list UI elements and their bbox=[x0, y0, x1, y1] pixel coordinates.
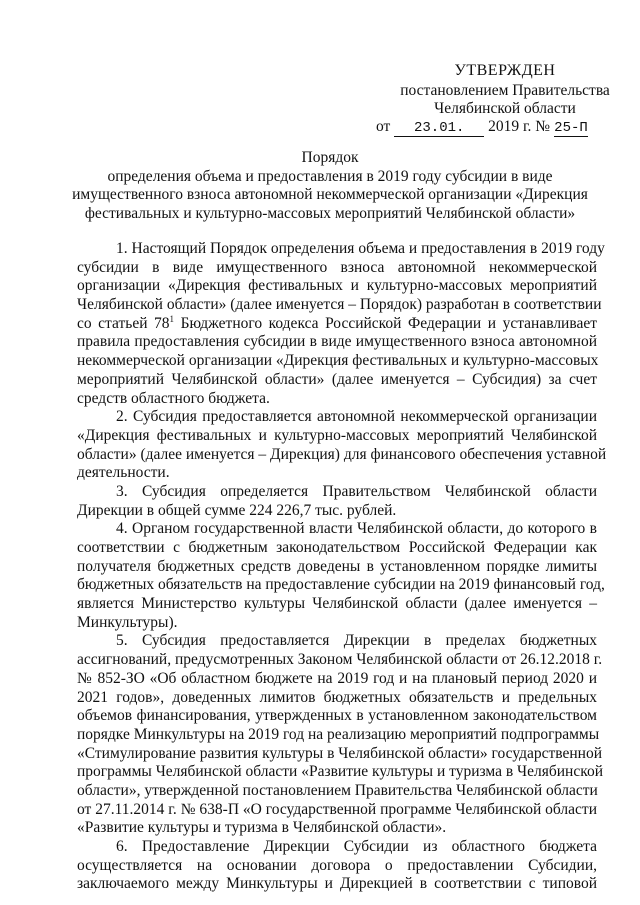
approval-number: 25-П bbox=[554, 120, 588, 136]
text-line: средств областного бюджета. bbox=[77, 389, 270, 407]
paragraph-3 bbox=[77, 483, 597, 520]
text-line: Дирекции в общей сумме 224 226,7 тыс. рублей. bbox=[77, 501, 397, 519]
article-rest: Бюджетного кодекса Российской Федерации и устанавливает bbox=[174, 314, 598, 332]
text-line: деятельности. bbox=[77, 464, 170, 482]
text-line: «Стимулирование развития культуры в Челябинской области» государственной bbox=[77, 744, 603, 762]
text-line: организации «Дирекция фестивальных и культурно-массовых мероприятий bbox=[77, 277, 597, 295]
year-number-label: 2019 г. № bbox=[488, 118, 551, 135]
paragraph-2 bbox=[77, 408, 607, 483]
text-line: порядке Минкультуры на 2019 год на реализацию мероприятий подпрограммы bbox=[77, 725, 600, 743]
article-ref: со статьей 78 bbox=[77, 314, 170, 332]
text-line: бюджетных обязательств на предоставление субсидии на 2019 финансовый год, bbox=[77, 576, 605, 594]
date-prefix: от bbox=[376, 118, 391, 135]
text-line bbox=[77, 315, 597, 334]
approved-label: УТВЕРЖДЕН bbox=[454, 62, 556, 79]
approval-date: 23.01. bbox=[394, 121, 484, 137]
text-line: от 27.11.2014 г. № 638-П «О государственной программе Челябинской области bbox=[77, 800, 597, 818]
paragraph-4 bbox=[77, 520, 605, 632]
text-line: 1. Настоящий Порядок определения объема и предоставления в 2019 году bbox=[116, 240, 605, 257]
text-line: № 852-ЗО «Об областном бюджете на 2019 год и на плановый период 2020 и bbox=[77, 669, 597, 687]
text-line: субсидии в виде имущественного взноса автономной некоммерческой bbox=[77, 258, 597, 276]
text-line: Минкультуры). bbox=[77, 613, 178, 631]
text-line: 4. Органом государственной власти Челябинской области, до которого в bbox=[116, 520, 597, 538]
text-line: правила предоставления субсидии в виде имущественного взноса автономной bbox=[77, 333, 597, 351]
document-title bbox=[60, 149, 600, 223]
approved-by: постановлением Правительства bbox=[400, 82, 610, 99]
text-line: некоммерческой организации «Дирекция фестивальных и культурно-массовых bbox=[77, 352, 599, 370]
text-line: области», утвержденной постановлением Правительства Челябинской области bbox=[77, 781, 598, 799]
text-line: Челябинской области» (далее именуется – Порядок) разработан в соответствии bbox=[77, 296, 602, 314]
text-line: 3. Субсидия определяется Правительством Челябинской области bbox=[116, 482, 597, 500]
text-line: 5. Субсидия предоставляется Дирекции в пределах бюджетных bbox=[116, 632, 597, 650]
approved-region: Челябинской области bbox=[434, 100, 576, 117]
title-line: имущественного взноса автономной некоммерческой организации «Дирекция bbox=[72, 186, 588, 203]
approval-date-row bbox=[376, 118, 634, 137]
title-heading: Порядок bbox=[301, 149, 359, 166]
title-line: определения объема и предоставления в 2019 году субсидии в виде bbox=[107, 167, 553, 185]
text-line: 2021 годов», доведенных лимитов бюджетных обязательств и предельных bbox=[77, 688, 597, 706]
text-line: области» (далее именуется – Дирекция) для финансового обеспечения уставной bbox=[77, 445, 607, 463]
paragraph-6 bbox=[77, 838, 597, 894]
text-line: заключаемого между Минкультуры и Дирекцией в соответствии с типовой bbox=[77, 875, 597, 893]
text-line: ассигнований, предусмотренных Законом Челябинской области от 26.12.2018 г. bbox=[77, 651, 603, 669]
title-line: фестивальных и культурно-массовых мероприятий Челябинской области» bbox=[84, 204, 576, 222]
text-line: получателя бюджетных средств доведены в установленном порядке лимиты bbox=[77, 557, 597, 575]
text-line: программы Челябинской области «Развитие культуры и туризма в Челябинской bbox=[77, 763, 604, 781]
text-line: 6. Предоставление Дирекции Субсидии из областного бюджета bbox=[116, 838, 597, 855]
text-line: «Дирекция фестивальных и культурно-массовых мероприятий Челябинской bbox=[77, 426, 597, 444]
document-body bbox=[77, 240, 607, 894]
text-line: является Министерство культуры Челябинской области (далее именуется – bbox=[77, 595, 597, 613]
text-line: соответствии с бюджетным законодательством Российской Федерации как bbox=[77, 539, 597, 556]
text-line: «Развитие культуры и туризма в Челябинской области». bbox=[77, 819, 447, 837]
article-superscript: 1 bbox=[169, 313, 175, 324]
text-line: объемов финансирования, утвержденных в установленном законодательством bbox=[77, 707, 597, 725]
paragraph-1 bbox=[77, 240, 605, 408]
text-line: осуществляется на основании договора о предоставлении Субсидии, bbox=[77, 856, 597, 874]
text-line: мероприятий Челябинской области» (далее именуется – Субсидия) за счет bbox=[77, 370, 597, 388]
paragraph-5 bbox=[77, 632, 604, 838]
text-line: 2. Субсидия предоставляется автономной некоммерческой организации bbox=[116, 408, 597, 426]
